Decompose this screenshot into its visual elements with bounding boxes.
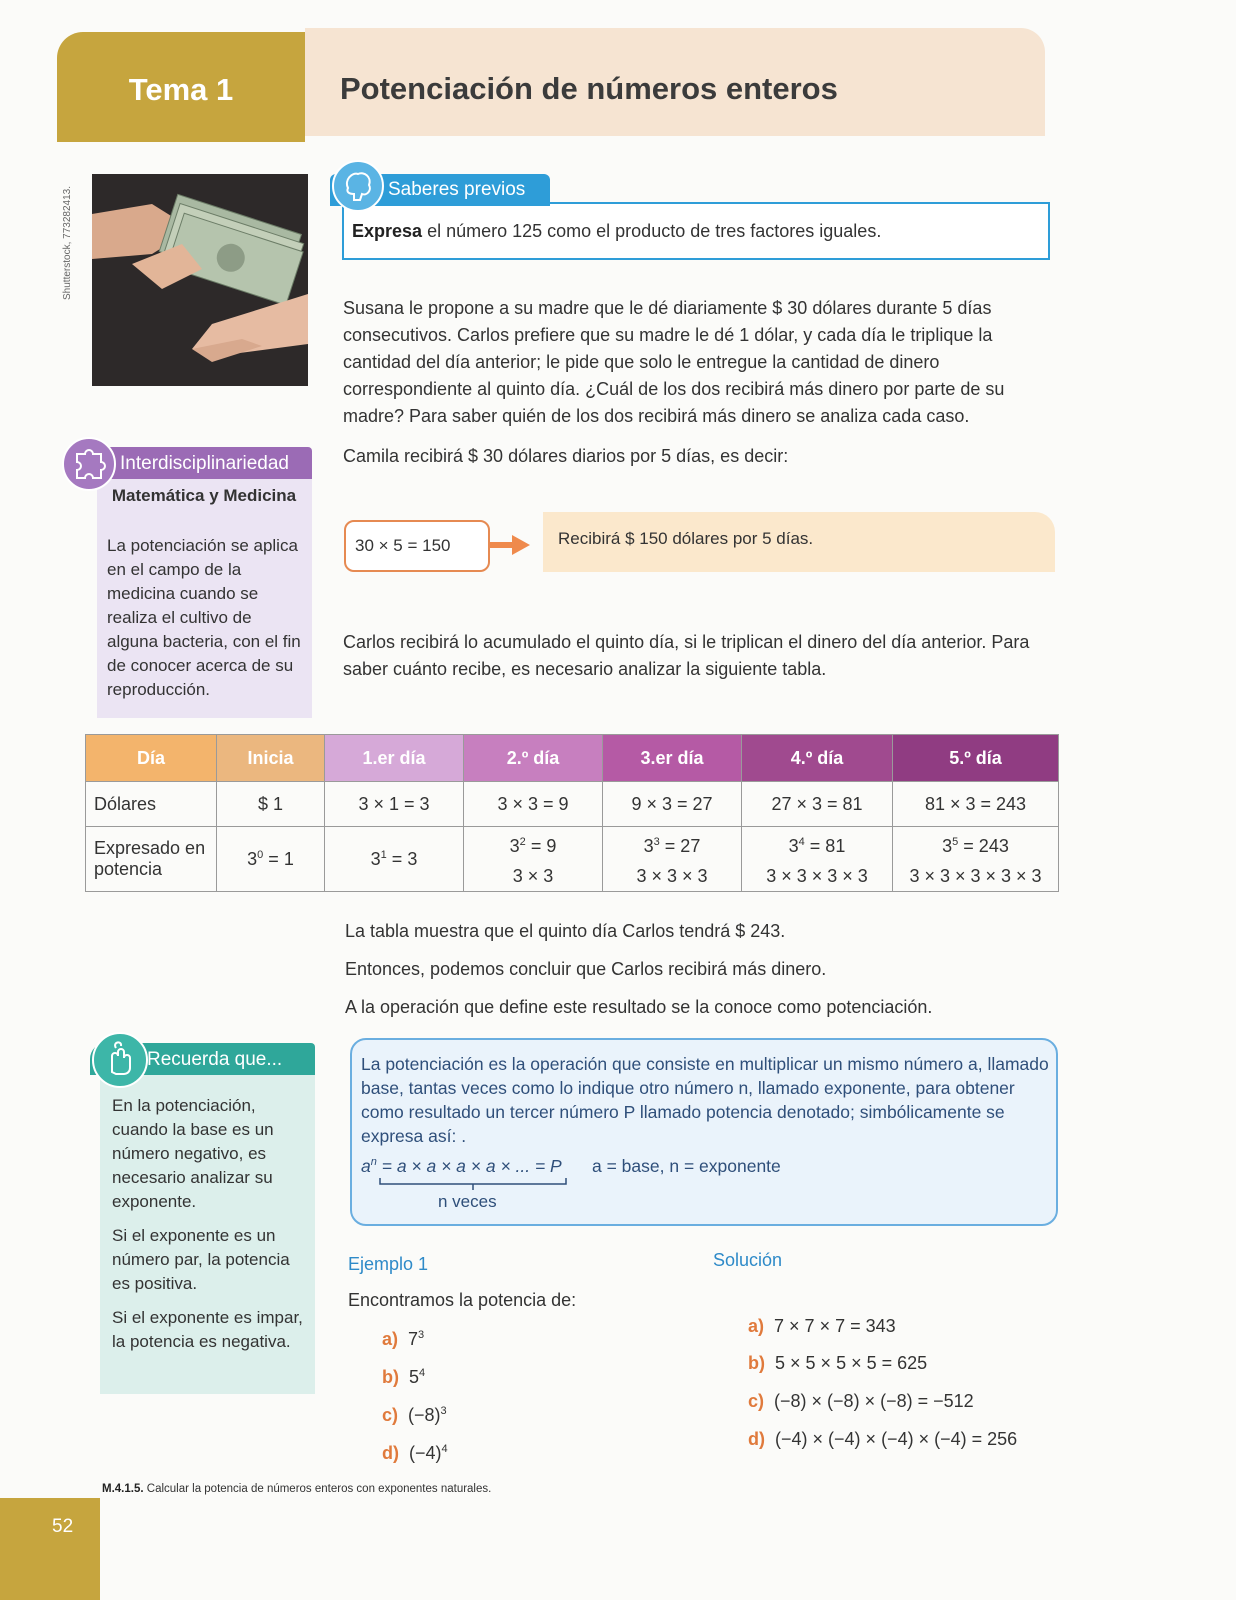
brain-icon	[332, 160, 384, 212]
cell-dolares-2: 3 × 3 = 9	[464, 782, 603, 827]
solution-text: (−8) × (−8) × (−8) = −512	[774, 1391, 974, 1411]
cell-dolares-4: 27 × 3 = 81	[742, 782, 893, 827]
definition-text: La potenciación es la operación que consiste en multiplicar un mismo número a, llamado base, tantas veces como lo indique otro número n, llamado exponente, para obtener como resultado un tercer número P llamado potencia denotado; simbólicamente se expresa así: .	[361, 1054, 1049, 1146]
exercise-exp: 3	[418, 1329, 425, 1341]
saberes-text	[352, 221, 881, 242]
solution-item	[748, 1429, 1017, 1450]
pow-2: = 9	[530, 836, 557, 856]
solution-text: 5 × 5 × 5 × 5 = 625	[775, 1353, 928, 1373]
solution-letter: d)	[748, 1429, 765, 1449]
cell-potencia-inicia: $3^0 = 1$	[217, 827, 325, 892]
photo-credit: Shutterstock, 773282413.	[62, 186, 73, 300]
recuerda-title: Recuerda que...	[147, 1049, 283, 1070]
exercise-item	[382, 1405, 447, 1426]
cell-dolares-3: 9 × 3 = 27	[603, 782, 742, 827]
header-dia: Día	[86, 735, 217, 782]
dia1-value: 3	[407, 848, 418, 869]
finger-ribbon-icon	[92, 1032, 148, 1088]
puzzle-icon	[62, 437, 116, 491]
table-header-row	[86, 735, 1059, 782]
carlos-paragraph: Carlos recibirá lo acumulado el quinto día, si le triplican el dinero del día anterior. Para saber cuánto recibe, es necesario analizar la siguiente tabla.	[343, 632, 1030, 679]
pow-3: = 27	[664, 836, 701, 856]
exercise-exp: 4	[419, 1367, 426, 1379]
table-row	[86, 827, 1059, 892]
exp-5: 5	[952, 836, 959, 848]
ejemplo-title: Ejemplo 1	[348, 1254, 429, 1274]
page-title: Potenciación de números enteros	[340, 71, 838, 106]
camila-paragraph: Camila recibirá $ 30 dólares diarios por 5 días, es decir:	[343, 446, 789, 466]
exercise-base: (−8)	[408, 1405, 441, 1425]
footnote-code: M.4.1.5.	[102, 1483, 144, 1495]
page-number: 52	[52, 1516, 74, 1537]
exercise-exp: 4	[441, 1443, 448, 1455]
n-veces-label: n veces	[438, 1192, 497, 1211]
inter-title: Interdisciplinariedad	[120, 453, 289, 474]
saberes-title: Saberes previos	[388, 179, 526, 200]
cell-potencia-3: $3^3 = 27$ 3 × 3 × 3	[603, 827, 742, 892]
footnote-text: Calcular la potencia de números enteros con exponentes naturales.	[143, 1483, 492, 1495]
cell-potencia-2: $3^2 = 9$ 3 × 3	[464, 827, 603, 892]
inter-subtitle: Matemática y Medicina	[111, 486, 297, 505]
solution-item	[748, 1353, 927, 1374]
money-hands-photo	[92, 174, 308, 386]
recuerda-p3: Si el exponente es impar, la potencia es negativa.	[112, 1308, 303, 1351]
recuerda-p1: En la potenciación, cuando la base es un número negativo, es necesario analizar su exponente.	[112, 1096, 274, 1211]
solution-item	[748, 1316, 896, 1337]
tema-label: Tema 1	[128, 72, 234, 107]
conclusion-1: La tabla muestra que el quinto día Carlos tendrá $ 243.	[345, 921, 786, 941]
exercise-letter: c)	[382, 1405, 399, 1425]
recuerda-p2: Si el exponente es un número par, la potencia es positiva.	[112, 1226, 290, 1293]
formula-legend: a = base, n = exponente	[592, 1156, 781, 1176]
prod-4: 3 × 3 × 3 × 3	[766, 866, 868, 886]
solution-letter: a)	[748, 1316, 765, 1336]
saberes-bold: Expresa	[352, 221, 423, 241]
cell-dolares-1: 3 × 1 = 3	[325, 782, 464, 827]
solution-letter: b)	[748, 1353, 765, 1373]
footnote	[102, 1483, 491, 1495]
pow-5: = 243	[963, 836, 1009, 856]
cell-potencia-4: $3^4 = 81$ 3 × 3 × 3 × 3	[742, 827, 893, 892]
prod-2: 3 × 3	[512, 866, 554, 886]
conclusion-2: Entonces, podemos concluir que Carlos recibirá más dinero.	[345, 959, 827, 979]
exercise-base: (−4)	[409, 1443, 442, 1463]
exercise-letter: b)	[382, 1367, 399, 1387]
solution-text: 7 × 7 × 7 = 343	[774, 1316, 896, 1336]
exercise-exp: 3	[440, 1405, 447, 1417]
exp-2: 2	[519, 836, 526, 848]
cell-potencia-1: $3^1 = 3$	[325, 827, 464, 892]
prod-3: 3 × 3 × 3	[636, 866, 708, 886]
formula: $a^n = a \times a \times a \times a$ × ... = P	[361, 1156, 562, 1176]
row-label-dolares: Dólares	[86, 782, 217, 827]
powers-table	[85, 734, 1059, 892]
cell-potencia-5: $3^5 = 243$ 3 × 3 × 3 × 3 × 3	[893, 827, 1059, 892]
exercise-item	[382, 1443, 448, 1464]
prod-5: 3 × 3 × 3 × 3 × 3	[909, 866, 1042, 886]
exp-3: 3	[653, 836, 660, 848]
exp-4: 4	[798, 836, 805, 848]
cell-dolares-5: 81 × 3 = 243	[893, 782, 1059, 827]
saberes-body: el número 125 como el producto de tres factores iguales.	[422, 221, 882, 241]
inicia-value: 1	[283, 848, 294, 869]
solution-letter: c)	[748, 1391, 765, 1411]
formula-body: = a × a × a × a × ... = P	[381, 1156, 562, 1176]
exercise-base: 5	[409, 1367, 420, 1387]
row-label-potencia: Expresado en potencia	[86, 827, 217, 892]
arrow-right-icon	[490, 534, 530, 561]
exercise-item	[382, 1367, 425, 1388]
exercise-item	[382, 1329, 424, 1350]
exercise-base: 7	[408, 1329, 419, 1349]
result-text: Recibirá $ 150 dólares por 5 días.	[558, 529, 814, 548]
conclusion-3: A la operación que define este resultado se la conoce como potenciación.	[345, 997, 933, 1017]
header-dia-2: 2.º día	[464, 735, 603, 782]
solution-text: (−4) × (−4) × (−4) × (−4) = 256	[775, 1429, 1018, 1449]
header-dia-5: 5.º día	[893, 735, 1059, 782]
header-dia-1: 1.er día	[325, 735, 464, 782]
intro-paragraph: Susana le propone a su madre que le dé diariamente $ 30 dólares durante 5 días consecutivos. Carlos prefiere que su madre le dé 1 dólar, y cada día le triplique la cantidad del día anterior; le pide que solo le entregue la cantidad de dinero correspondiente al quinto día. ¿Cuál de los dos recibirá más dinero por parte de su madre? Para saber quién de los dos recibirá más dinero se analiza cada caso.	[343, 298, 1005, 426]
page-number-band	[0, 1498, 100, 1600]
header-dia-4: 4.º día	[742, 735, 893, 782]
header-inicia: Inicia	[217, 735, 325, 782]
equation-text: 30 × 5 = 150	[355, 536, 451, 555]
ejemplo-intro: Encontramos la potencia de:	[348, 1290, 577, 1310]
solucion-title: Solución	[713, 1250, 783, 1270]
inter-body: La potenciación se aplica en el campo de la medicina cuando se realiza el cultivo de alguna bacteria, con el fin de conocer acerca de su reproducción.	[107, 536, 301, 699]
table-row	[86, 782, 1059, 827]
exercise-letter: d)	[382, 1443, 399, 1463]
pow-4: = 81	[809, 836, 846, 856]
header-dia-3: 3.er día	[603, 735, 742, 782]
exercise-letter: a)	[382, 1329, 399, 1349]
solution-item	[748, 1391, 974, 1412]
cell-dolares-inicia: $ 1	[217, 782, 325, 827]
